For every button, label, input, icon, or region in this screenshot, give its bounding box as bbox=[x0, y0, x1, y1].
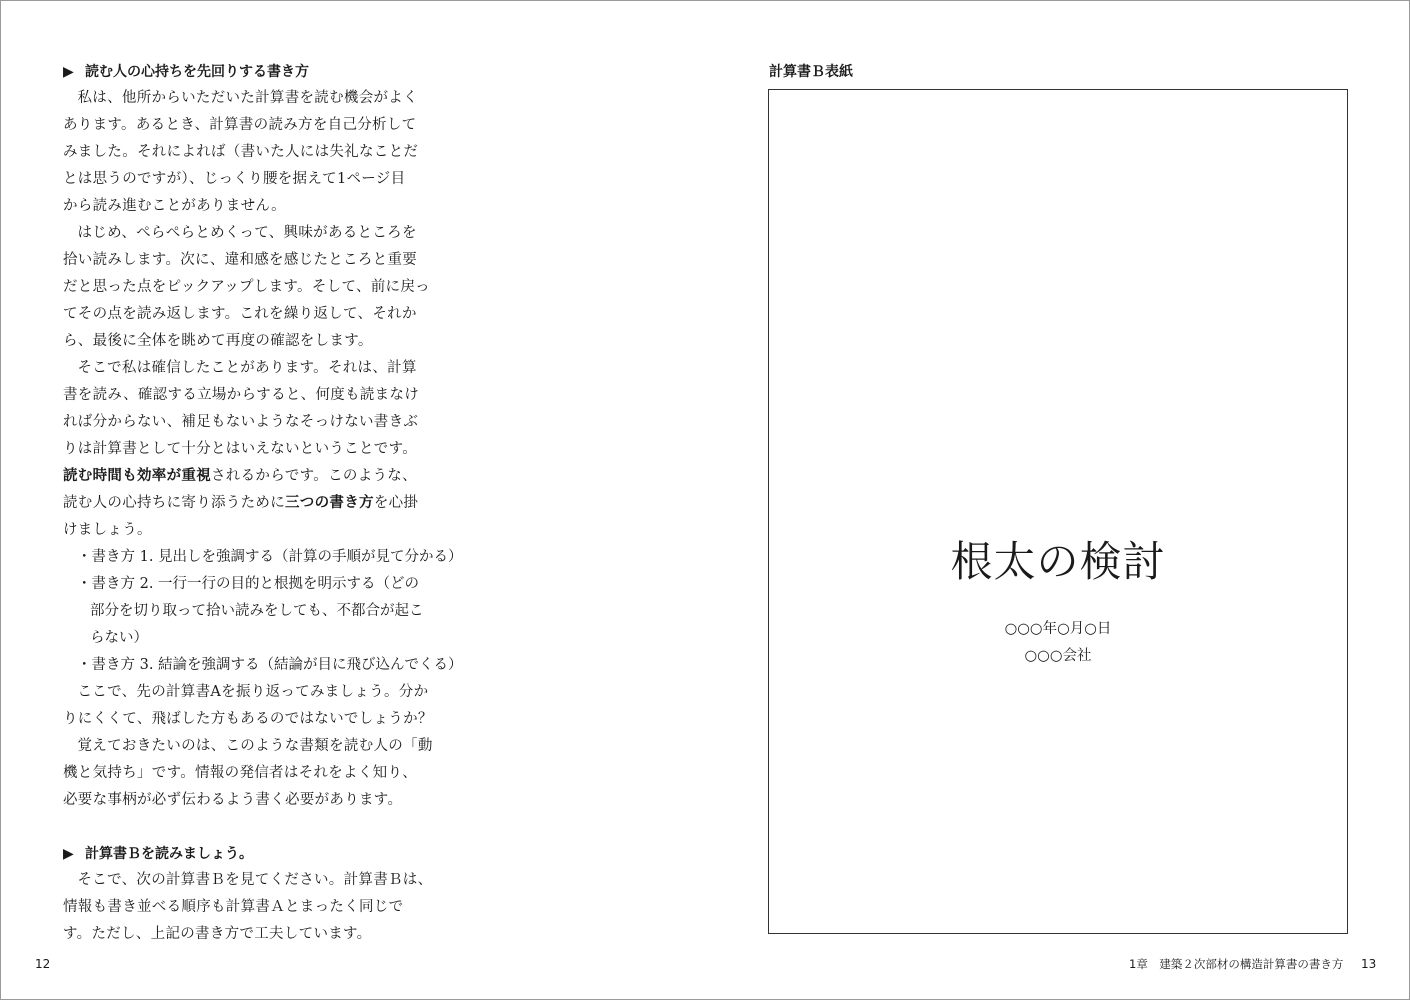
text-line: とは思うのですが）、じっくり腰を据えて1ページ目 bbox=[63, 171, 406, 187]
text-line: あります。あるとき、計算書の読み方を自己分析して bbox=[63, 117, 417, 133]
triangle-marker-icon: ▶ bbox=[63, 846, 74, 862]
text-line: 覚えておきたいのは、このような書類を読む人の「動 bbox=[77, 738, 433, 754]
text-line: 必要な事柄が必ず伝わるよう書く必要があります。 bbox=[63, 792, 403, 808]
text-line: そこで、次の計算書Ｂを見てください。計算書Ｂは、 bbox=[77, 872, 433, 888]
bullet-line: ・書き方 3. 結論を強調する（結論が目に飛び込んでくる） bbox=[77, 657, 463, 673]
blank-line bbox=[63, 814, 433, 841]
paragraph bbox=[63, 867, 433, 948]
text-line: けましょう。 bbox=[63, 522, 152, 538]
paragraph bbox=[63, 85, 433, 220]
text-line: れば分からない、補足もないようなそっけない書きぶ bbox=[63, 414, 419, 430]
paragraph bbox=[63, 220, 433, 355]
cover-title: 根太の検討 bbox=[950, 537, 1166, 586]
section-heading-text: 計算書Ｂを読みましょう。 bbox=[85, 846, 253, 862]
section-heading-text: 読む人の心持ちを先回りする書き方 bbox=[85, 64, 309, 80]
running-footer: 1章 建築２次部材の構造計算書の書き方 bbox=[1129, 957, 1344, 971]
text-line: てその点を読み返します。これを繰り返して、それか bbox=[63, 306, 417, 322]
text-fragment: 読む人の心持ちに寄り添うために bbox=[63, 495, 285, 511]
bullet-item bbox=[63, 571, 433, 652]
text-line: ここで、先の計算書Aを振り返ってみましょう。分か bbox=[77, 684, 429, 700]
text-line bbox=[63, 490, 433, 517]
paragraph bbox=[63, 733, 433, 814]
bullet-line: ・書き方 2. 一行一行の目的と根拠を明示する（どの bbox=[77, 576, 420, 592]
text-line: 拾い読みします。次に、違和感を感じたところと重要 bbox=[63, 252, 418, 268]
text-fragment: されるからです。このような、 bbox=[211, 468, 417, 484]
text-line: から読み進むことがありません。 bbox=[63, 198, 286, 214]
text-line: りは計算書として十分とはいえないということです。 bbox=[63, 441, 418, 457]
bullet-item bbox=[63, 652, 463, 679]
bullet-line: ・書き方 1. 見出しを強調する（計算の手順が見て分かる） bbox=[77, 549, 463, 565]
document-cover-frame bbox=[768, 89, 1348, 934]
text-line: みました。それによれば（書いた人には失礼なことだ bbox=[63, 144, 419, 160]
bullet-item bbox=[63, 544, 463, 571]
bullet-line: 部分を切り取って拾い読みをしても、不都合が起こ bbox=[90, 603, 424, 619]
text-line: りにくくて、飛ばした方もあるのではないでしょうか？ bbox=[63, 711, 433, 727]
section-heading bbox=[63, 59, 433, 85]
left-page bbox=[63, 59, 463, 948]
paragraph bbox=[63, 355, 433, 544]
text-line: だと思った点をピックアップします。そして、前に戻っ bbox=[63, 279, 430, 295]
text-fragment: を心掛 bbox=[373, 495, 419, 511]
text-line: 機と気持ち」です。情報の発信者はそれをよく知り、 bbox=[63, 765, 418, 781]
triangle-marker-icon: ▶ bbox=[63, 64, 74, 80]
paragraph bbox=[63, 679, 433, 733]
text-line: はじめ、ぺらぺらとめくって、興味があるところを bbox=[77, 225, 417, 241]
bold-emphasis: 読む時間も効率が重視 bbox=[63, 468, 211, 484]
bullet-line: らない） bbox=[90, 630, 148, 646]
cover-date: ○○○年○月○日 bbox=[1004, 621, 1112, 637]
text-line: 書を読み、確認する立場からすると、何度も読まなけ bbox=[63, 387, 420, 403]
text-line: す。ただし、上記の書き方で工夫しています。 bbox=[63, 926, 372, 942]
figure-caption: 計算書Ｂ表紙 bbox=[769, 64, 853, 80]
section-heading bbox=[63, 841, 433, 867]
text-line: ら、最後に全体を眺めて再度の確認をします。 bbox=[63, 333, 373, 349]
text-line: 情報も書き並べる順序も計算書Ａとまったく同じで bbox=[63, 899, 404, 915]
text-line: そこで私は確信したことがあります。それは、計算 bbox=[77, 360, 417, 376]
page-number-left: 12 bbox=[35, 957, 51, 971]
bold-emphasis: 三つの書き方 bbox=[285, 495, 374, 511]
cover-company: ○○○会社 bbox=[1024, 648, 1092, 664]
text-line: 私は、他所からいただいた計算書を読む機会がよく bbox=[77, 90, 418, 106]
page-number-right: 13 bbox=[1361, 957, 1377, 971]
text-line bbox=[63, 463, 433, 490]
